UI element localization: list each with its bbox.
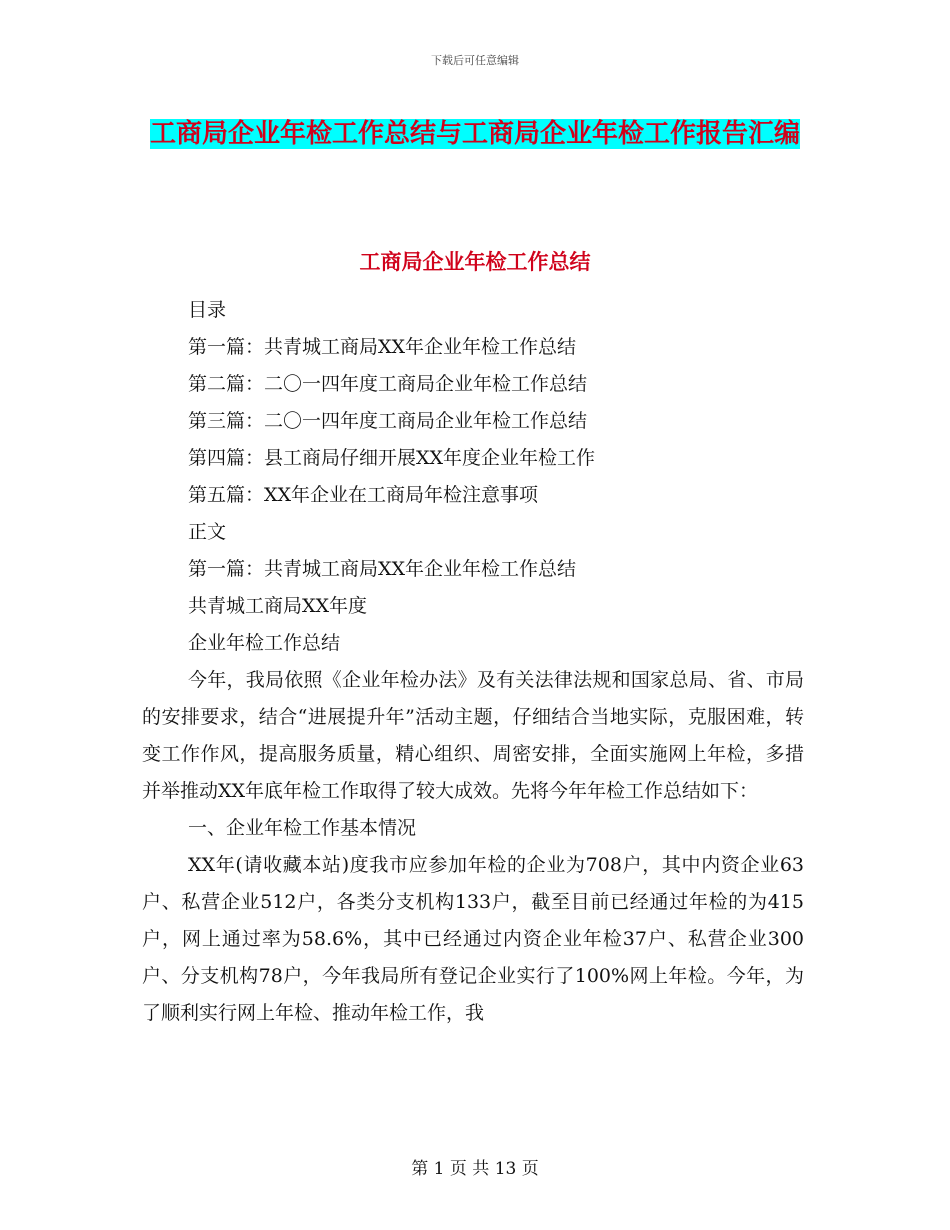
toc-item: 第一篇：共青城工商局XX年企业年检工作总结 <box>188 336 577 358</box>
org-line: 企业年检工作总结 <box>188 632 341 654</box>
document-body <box>142 292 804 1032</box>
toc-heading: 目录 <box>188 299 227 321</box>
org-line: 共青城工商局XX年度 <box>188 595 368 617</box>
section-heading: 一、企业年检工作基本情况 <box>188 817 417 839</box>
toc-item: 第二篇：二〇一四年度工商局企业年检工作总结 <box>188 373 588 395</box>
page-footer: 第 1 页 共 13 页 <box>411 1159 539 1179</box>
body-heading: 正文 <box>188 521 227 543</box>
toc-item: 第四篇：县工商局仔细开展XX年度企业年检工作 <box>188 447 596 469</box>
document-title-text: 工商局企业年检工作总结与工商局企业年检工作报告汇编 <box>149 119 800 149</box>
toc-item: 第三篇：二〇一四年度工商局企业年检工作总结 <box>188 410 588 432</box>
article-title: 第一篇：共青城工商局XX年企业年检工作总结 <box>188 558 577 580</box>
toc-item: 第五篇：XX年企业在工商局年检注意事项 <box>188 484 539 506</box>
document-title <box>140 110 810 158</box>
paragraph: XX年(请收藏本站)度我市应参加年检的企业为708户，其中内资企业63户、私营企业512户，各类分支机构133户，截至目前已经通过年检的为415户，网上通过率为58.6%，其中已经通过内资企业年检37户、私营企业300户、分支机构78户，今年我局所有登记企业实行了100%网上年检。今年，为了顺利实行网上年检、推动年检工作，我 <box>142 854 804 1024</box>
section-title: 工商局企业年检工作总结 <box>359 250 591 274</box>
page-header: 下载后可任意编辑 <box>431 54 519 67</box>
paragraph: 今年，我局依照《企业年检办法》及有关法律法规和国家总局、省、市局的安排要求，结合“进展提升年”活动主题，仔细结合当地实际，克服困难，转变工作作风，提高服务质量，精心组织、周密安排，全面实施网上年检，多措并举推动XX年底年检工作取得了较大成效。先将今年年检工作总结如下： <box>142 669 804 802</box>
